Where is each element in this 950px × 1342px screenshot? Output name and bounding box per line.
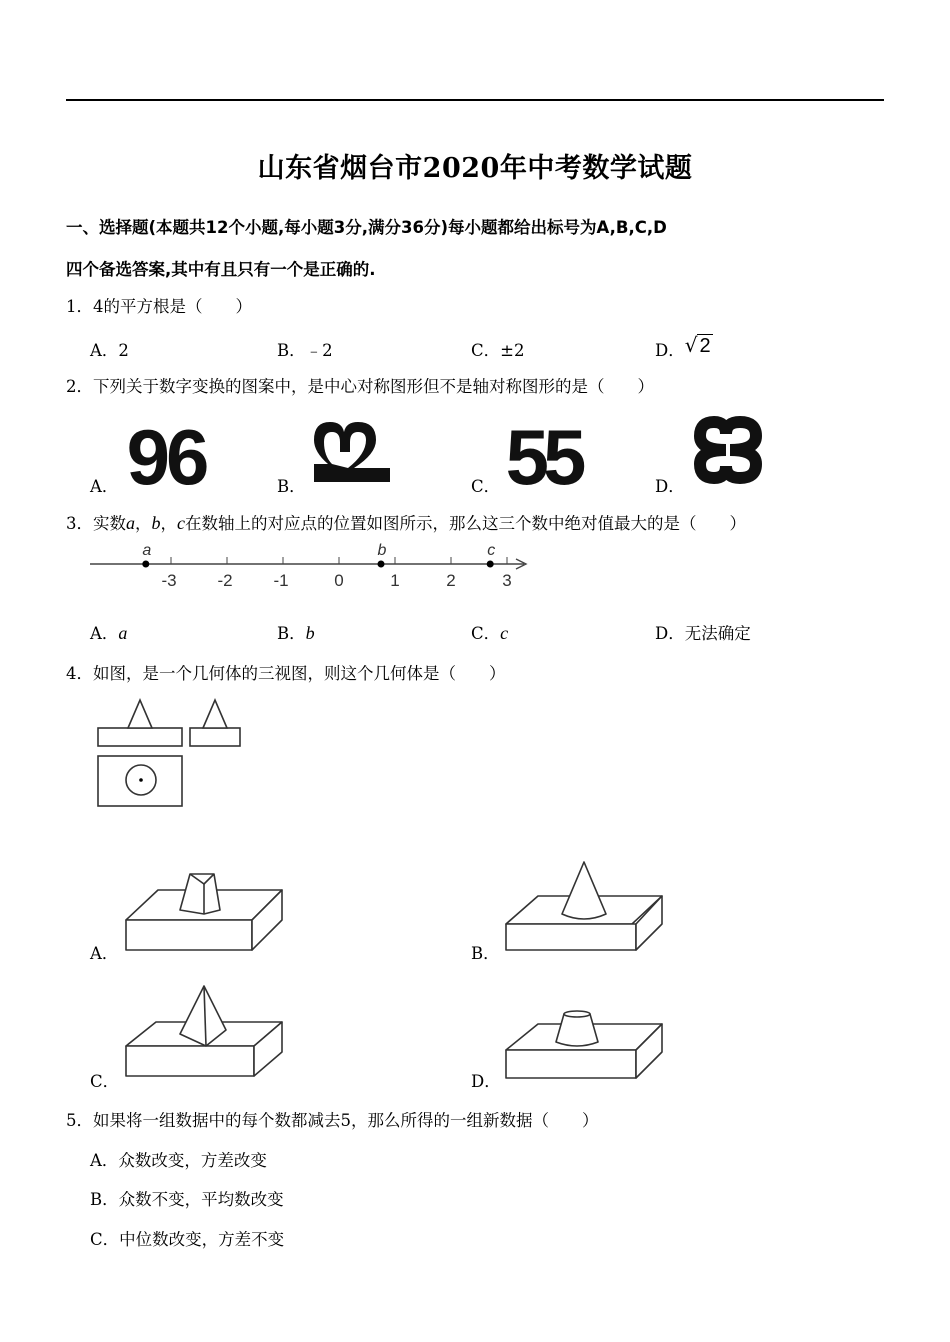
front-view-cone (128, 700, 152, 728)
sqrt-symbol: √ 2 (684, 333, 711, 357)
q3-sep-2: ， (160, 514, 177, 533)
q5-option-b: B．众数不变，平均数改变 (90, 1190, 284, 1209)
q2-figure-a (118, 414, 214, 490)
q3-option-a-prefix: A． (90, 624, 119, 643)
q3-option-b-prefix: B． (277, 624, 306, 643)
q3-var-a: a (126, 513, 135, 533)
q3-var-b: b (151, 513, 161, 533)
point-c (487, 561, 494, 568)
q3-option-c (471, 620, 508, 644)
section-instructions-line1: 一、选择题(本题共12个小题,每小题3分,满分36分)每小题都给出标号为A,B,C,D (66, 218, 667, 237)
q2-figure-b-glyph (314, 422, 390, 482)
q4-three-view-figure (94, 696, 246, 810)
side-view-cone (203, 700, 227, 728)
frustum-cone-top (564, 1011, 590, 1017)
axis-tick-label: 1 (390, 571, 400, 590)
q3-option-b-var: b (305, 623, 315, 643)
q3-option-b (277, 620, 315, 644)
point-label-b: b (377, 542, 387, 559)
q2-figure-d-glyph (700, 422, 756, 478)
q4-option-a: A． (90, 944, 119, 963)
q4-option-c: C． (90, 1072, 120, 1091)
q1-option-d (655, 333, 713, 362)
q2-figure-c-text: 55 (505, 414, 581, 490)
axis-tick-label: 2 (446, 571, 456, 590)
q4-option-b-figure (502, 856, 668, 954)
q5-option-a: A．众数改变，方差改变 (90, 1151, 267, 1170)
q2-option-a: A． (90, 477, 119, 496)
q2-option-c: C． (471, 477, 501, 496)
q3-option-d: D．无法确定 (655, 624, 751, 643)
question-5-stem: 5．如果将一组数据中的每个数都减去5，那么所得的一组新数据（ ） (66, 1111, 599, 1130)
q4-option-a-figure (122, 864, 288, 954)
q3-option-a (90, 620, 127, 644)
point-label-c: c (487, 542, 496, 559)
box-front (126, 920, 252, 950)
box-front (126, 1046, 254, 1076)
q2-figure-c (500, 414, 586, 490)
q2-figure-b (310, 418, 394, 488)
q3-sep-1: ， (135, 514, 152, 533)
cone-body (562, 862, 606, 919)
q4-option-d-figure (502, 1004, 668, 1082)
axis-tick-label: -2 (217, 571, 233, 590)
box-front (506, 924, 636, 950)
header-rule (66, 99, 884, 101)
q1-option-b: B．﹣2 (277, 341, 333, 360)
q3-option-a-var: a (118, 623, 128, 643)
q4-option-b: B． (471, 944, 500, 963)
question-3-stem (66, 510, 746, 534)
frustum-cone-body (556, 1014, 598, 1046)
section-instructions-line2: 四个备选答案,其中有且只有一个是正确的. (66, 260, 376, 279)
frustum-body (180, 874, 220, 914)
point-b (378, 561, 385, 568)
question-2-stem: 2．下列关于数字变换的图案中，是中心对称图形但不是轴对称图形的是（ ） (66, 377, 654, 396)
q3-stem-suffix: 在数轴上的对应点的位置如图所示，那么这三个数中绝对值最大的是（ ） (185, 514, 746, 533)
top-view-center-dot (139, 778, 143, 782)
q3-stem-prefix: 3．实数 (66, 514, 126, 533)
axis-tick-label: -3 (161, 571, 177, 590)
axis-tick-label: 3 (502, 571, 512, 590)
q2-figure-d (686, 414, 772, 484)
q2-option-d: D． (655, 477, 685, 496)
q4-option-d: D． (471, 1072, 501, 1091)
sqrt-radicand: 2 (699, 335, 711, 357)
point-label-a: a (142, 542, 152, 559)
q3-var-c: c (177, 513, 185, 533)
side-view-base (190, 728, 240, 746)
page-title: 山东省烟台市2020年中考数学试题 (257, 153, 693, 184)
q1-option-a: A．2 (90, 341, 129, 360)
q4-option-c-figure (122, 982, 288, 1080)
question-1-stem: 1．4的平方根是（ ） (66, 297, 252, 316)
axis-tick-label: 0 (334, 571, 344, 590)
point-a (142, 561, 149, 568)
question-4-stem: 4．如图，是一个几何体的三视图，则这个几何体是（ ） (66, 664, 506, 683)
front-view-base (98, 728, 182, 746)
q5-option-c: C．中位数改变，方差不变 (90, 1230, 285, 1249)
q2-figure-a-text: 96 (126, 414, 206, 490)
q1-option-d-prefix: D． (655, 341, 685, 360)
axis-tick-label: -1 (273, 571, 289, 590)
q2-option-b: B． (277, 477, 306, 496)
q3-option-c-prefix: C． (471, 624, 501, 643)
box-front (506, 1050, 636, 1078)
q3-number-line (86, 540, 536, 592)
q3-option-c-var: c (500, 623, 509, 643)
q1-option-c: C．±2 (471, 341, 525, 360)
